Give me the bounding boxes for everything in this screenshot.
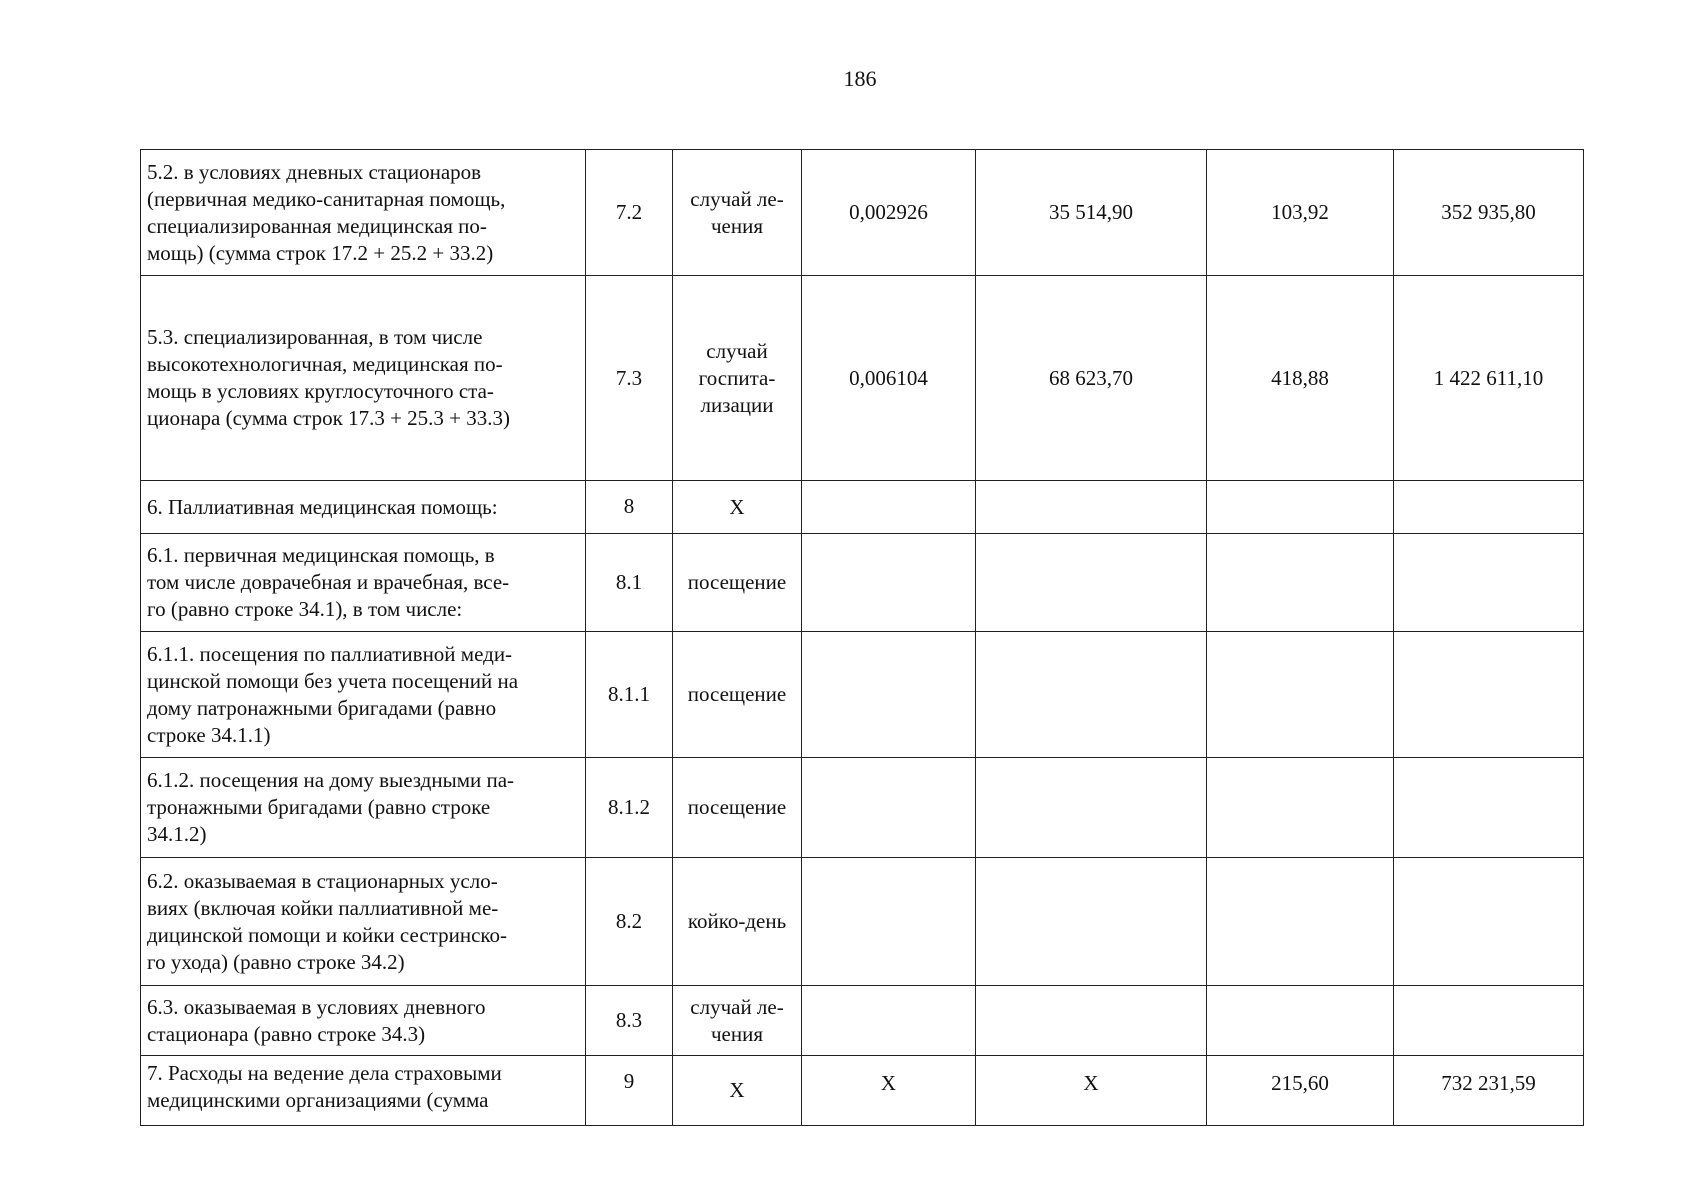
row-value-v1 [802,858,976,986]
unit-line: госпита- [698,365,776,390]
row-value-v4 [1394,534,1584,632]
row-value-v2 [976,632,1207,758]
row-value-v3 [1207,986,1394,1056]
unit-line: случай [706,338,768,363]
row-value-v1: 0,002926 [802,150,976,276]
unit-line: посещение [687,795,787,819]
unit-line: посещение [687,682,787,706]
row-unit [673,1056,802,1126]
description-line: го (равно строке 34.1), в том числе: [147,597,463,621]
description-line: мощь) (сумма строк 17.2 + 25.2 + 33.2) [147,240,494,265]
unit-line: Х [729,494,745,519]
row-description [141,534,586,632]
description-line: дому патронажными бригадами (равно [147,695,497,720]
description-line: цинской помощи без учета посещений на [147,668,519,693]
table-row [141,1056,1584,1126]
row-description [141,858,586,986]
row-value-v2 [976,986,1207,1056]
row-value-v4 [1394,481,1584,534]
row-unit [673,858,802,986]
description-line: тронажными бригадами (равно строке [147,795,491,819]
data-table [140,149,1584,1126]
description-line: дицинской помощи и койки сестринско- [147,922,508,947]
description-line: 34.1.2) [147,822,207,846]
row-value-v4: 352 935,80 [1394,150,1584,276]
description-line: (первичная медико-санитарная помощь, [147,186,506,211]
description-line: 6.1.2. посещения на дому выездными па- [147,768,515,792]
unit-line: лизации [700,392,774,417]
unit-line: чения [710,1021,764,1046]
row-value-v2: 68 623,70 [976,276,1207,481]
row-description [141,632,586,758]
unit-line: случай ле- [690,186,784,211]
description-line: строке 34.1.1) [147,722,271,747]
row-value-v3 [1207,481,1394,534]
row-code: 8.1.1 [586,632,673,758]
row-value-v2 [976,758,1207,858]
row-value-v4: 732 231,59 [1394,1056,1584,1126]
description-line: ционара (сумма строк 17.3 + 25.3 + 33.3) [147,406,511,430]
description-line: 5.2. в условиях дневных стационаров [147,159,482,184]
row-value-v1 [802,758,976,858]
row-code: 9 [586,1056,673,1126]
unit-line: случай ле- [690,994,784,1019]
row-value-v1: Х [802,1056,976,1126]
page-number: 186 [843,66,877,91]
row-value-v3 [1207,534,1394,632]
table-row [141,534,1584,632]
description-line: виях (включая койки паллиативной ме- [147,895,499,920]
description-line: 6.3. оказываемая в условиях дневного [147,994,486,1019]
row-description [141,1056,586,1126]
row-value-v1 [802,986,976,1056]
row-unit [673,150,802,276]
row-value-v4: 1 422 611,10 [1394,276,1584,481]
description-line: 6. Паллиативная медицинская помощь: [147,494,498,519]
unit-line: посещение [687,570,787,594]
row-value-v4 [1394,632,1584,758]
row-value-v4 [1394,858,1584,986]
row-unit [673,481,802,534]
row-code: 7.2 [586,150,673,276]
row-value-v1 [802,481,976,534]
row-unit [673,632,802,758]
row-unit [673,276,802,481]
table-row [141,858,1584,986]
unit-line: чения [710,213,764,238]
row-value-v3: 103,92 [1207,150,1394,276]
description-line: 6.1. первичная медицинская помощь, в [147,543,495,567]
description-line: высокотехнологичная, медицинская по- [147,352,503,376]
row-code: 8 [586,481,673,534]
table-row [141,481,1584,534]
description-line: мощь в условиях круглосуточного ста- [147,379,494,403]
unit-line: койко-день [687,909,787,933]
unit-line: Х [729,1078,745,1102]
row-value-v2 [976,534,1207,632]
description-line: 6.1.1. посещения по паллиативной меди- [147,641,513,666]
description-line: том числе доврачебная и врачебная, все- [147,570,510,594]
description-line: 7. Расходы на ведение дела страховыми [147,1061,502,1085]
description-line: медицинскими организациями (сумма [147,1088,489,1112]
row-value-v2 [976,858,1207,986]
row-value-v1 [802,534,976,632]
row-value-v4 [1394,986,1584,1056]
row-description [141,758,586,858]
table-row [141,986,1584,1056]
row-code: 8.1 [586,534,673,632]
row-value-v3: 418,88 [1207,276,1394,481]
description-line: 5.3. специализированная, в том числе [147,325,483,349]
description-line: 6.2. оказываемая в стационарных усло- [147,868,498,893]
row-code: 7.3 [586,276,673,481]
row-value-v2: 35 514,90 [976,150,1207,276]
row-description [141,986,586,1056]
description-line: го ухода) (равно строке 34.2) [147,949,405,974]
row-code: 8.3 [586,986,673,1056]
row-value-v3 [1207,632,1394,758]
table-row [141,632,1584,758]
description-line: стационара (равно строке 34.3) [147,1021,426,1046]
row-code: 8.2 [586,858,673,986]
description-line: специализированная медицинская по- [147,213,487,238]
row-description [141,276,586,481]
row-value-v3: 215,60 [1207,1056,1394,1126]
table-row [141,758,1584,858]
table-row [141,150,1584,276]
table-row [141,276,1584,481]
row-code: 8.1.2 [586,758,673,858]
row-value-v2: Х [976,1056,1207,1126]
row-value-v3 [1207,858,1394,986]
row-description [141,150,586,276]
row-value-v2 [976,481,1207,534]
row-unit [673,534,802,632]
row-unit [673,758,802,858]
row-description [141,481,586,534]
row-unit [673,986,802,1056]
row-value-v3 [1207,758,1394,858]
row-value-v1 [802,632,976,758]
row-value-v1: 0,006104 [802,276,976,481]
row-value-v4 [1394,758,1584,858]
